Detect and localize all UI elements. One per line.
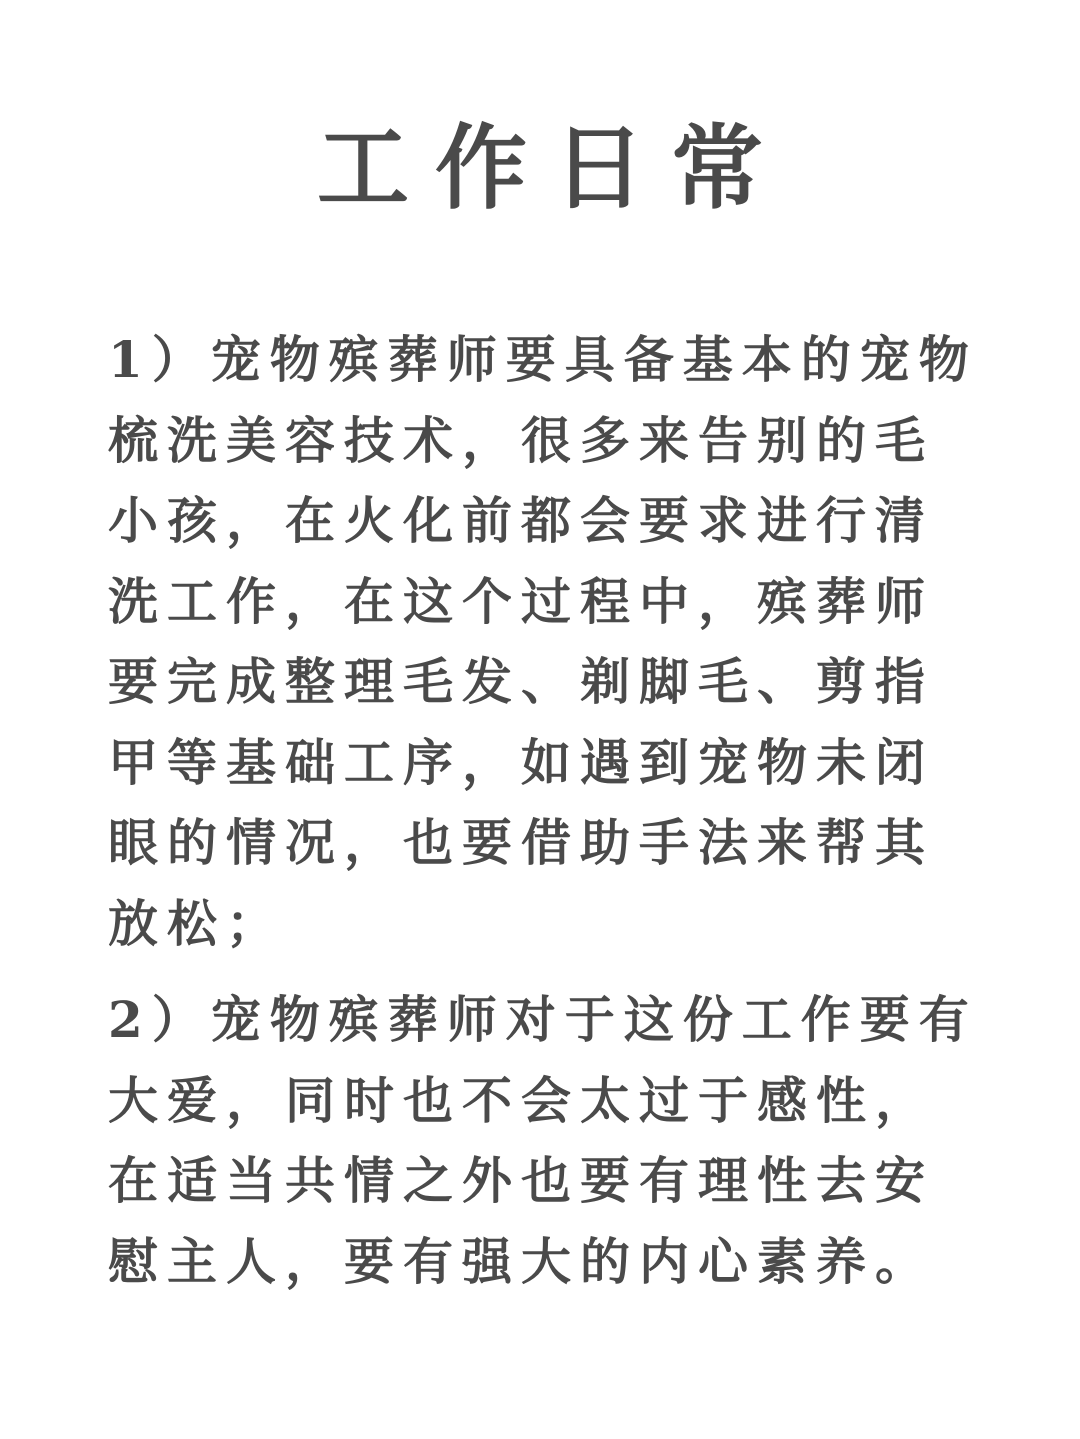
- paragraph-line: 2）宠物殡葬师对于这份工作要有: [108, 990, 978, 1049]
- paragraph-1: [108, 320, 978, 964]
- paragraph-line: 梳洗美容技术，很多来告别的毛: [108, 410, 934, 470]
- paragraph-2: [108, 980, 978, 1302]
- page-title: 工作日常: [316, 114, 789, 222]
- paragraph-line: 甲等基础工序，如遇到宠物未闭: [108, 732, 934, 792]
- paragraph-line: 在适当共情之外也要有理性去安: [108, 1151, 934, 1210]
- paragraph-line: 慰主人，要有强大的内心素养。: [108, 1231, 934, 1291]
- paragraph-line: 眼的情况，也要借助手法来帮其: [108, 813, 934, 872]
- paragraph-line: 大爱，同时也不会太过于感性，: [108, 1070, 934, 1130]
- paragraph-line: 1）宠物殡葬师要具备基本的宠物: [108, 330, 978, 389]
- paragraph-line: 放松；: [108, 893, 285, 953]
- paragraph-line: 洗工作，在这个过程中，殡葬师: [108, 571, 934, 631]
- paragraph-line: 小孩，在火化前都会要求进行清: [108, 491, 934, 550]
- paragraph-line: 要完成整理毛发、剃脚毛、剪指: [108, 652, 934, 711]
